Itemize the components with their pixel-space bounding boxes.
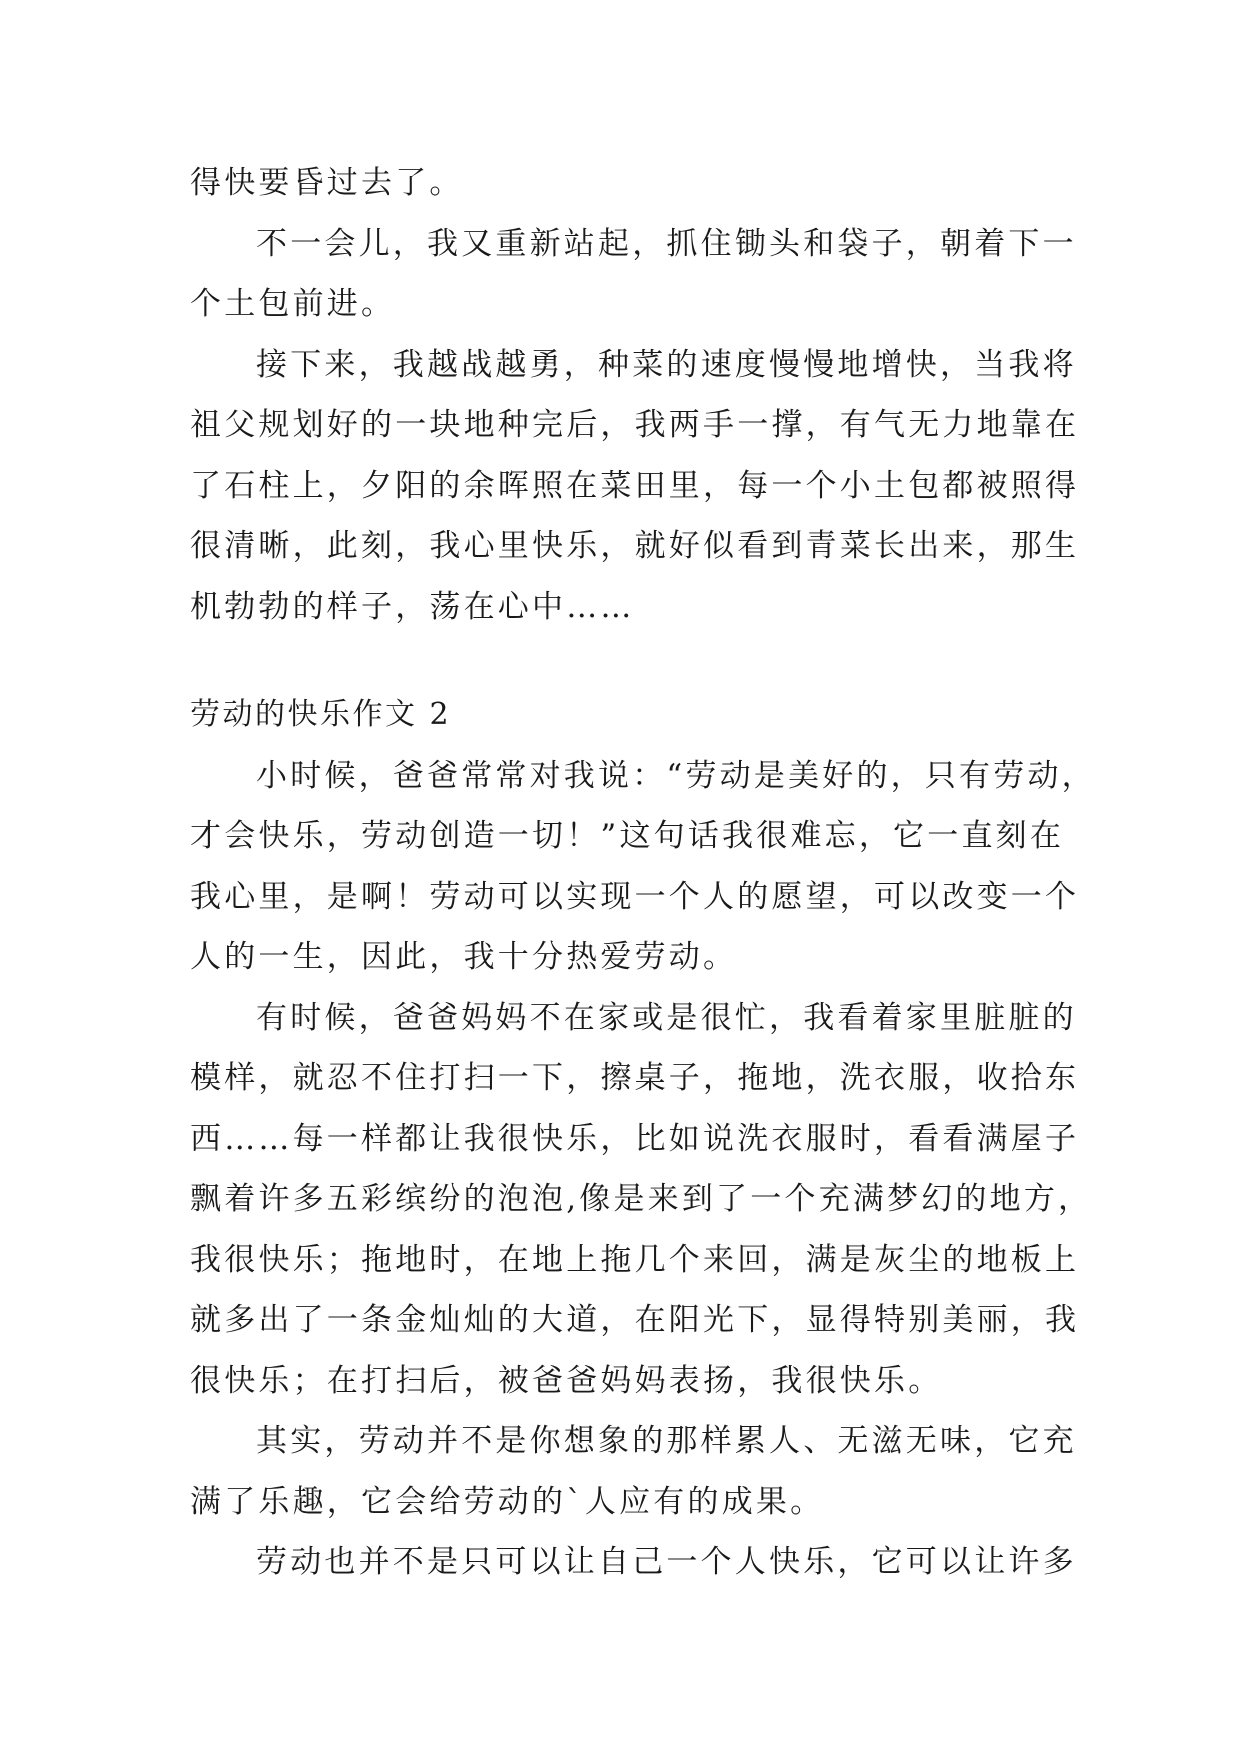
text-line: 很清晰，此刻，我心里快乐，就好似看到青菜长出来，那生 bbox=[190, 528, 1080, 564]
essay-title: 劳动的快乐作文 2 bbox=[190, 697, 452, 732]
paragraph-start-line: 不一会儿，我又重新站起，抓住锄头和袋子，朝着下一 bbox=[256, 225, 1077, 262]
text-line: 飘着许多五彩缤纷的泡泡,像是来到了一个充满梦幻的地方， bbox=[190, 1181, 1093, 1217]
text-line: 得快要昏过去了。 bbox=[190, 165, 464, 201]
paragraph-start-line: 有时候，爸爸妈妈不在家或是很忙，我看着家里脏脏的 bbox=[256, 999, 1077, 1036]
paragraph-start-line: 小时候，爸爸常常对我说：“劳动是美好的，只有劳动， bbox=[256, 757, 1096, 794]
section-gap bbox=[190, 637, 1070, 685]
text-line: 了石柱上，夕阳的余晖照在菜田里，每一个小土包都被照得 bbox=[190, 467, 1080, 504]
text-line: 很快乐；在打扫后，被爸爸妈妈表扬，我很快乐。 bbox=[190, 1362, 943, 1399]
text-line: 西……每一样都让我很快乐，比如说洗衣服时，看看满屋子 bbox=[190, 1120, 1080, 1157]
paragraph-start-line: 劳动也并不是只可以让自己一个人快乐，它可以让许多 bbox=[256, 1544, 1077, 1580]
paragraph-start-line: 其实，劳动并不是你想象的那样累人、无滋无味，它充 bbox=[256, 1423, 1077, 1459]
text-line: 我心里，是啊！劳动可以实现一个人的愿望，可以改变一个 bbox=[190, 878, 1080, 915]
text-line: 就多出了一条金灿灿的大道，在阳光下，显得特别美丽，我 bbox=[190, 1302, 1080, 1338]
text-line: 机勃勃的样子，荡在心中…… bbox=[190, 588, 635, 625]
text-line: 满了乐趣，它会给劳动的`人应有的成果。 bbox=[190, 1483, 825, 1520]
text-line: 我很快乐；拖地时，在地上拖几个来回，满是灰尘的地板上 bbox=[190, 1241, 1080, 1278]
text-line: 人的一生，因此，我十分热爱劳动。 bbox=[190, 939, 738, 975]
text-line: 祖父规划好的一块地种完后，我两手一撑，有气无力地靠在 bbox=[190, 407, 1080, 443]
document-body bbox=[190, 153, 1096, 1593]
text-line: 才会快乐，劳动创造一切！”这句话我很难忘，它一直刻在 bbox=[190, 818, 1065, 854]
text-line: 个土包前进。 bbox=[190, 286, 396, 322]
text-line: 模样，就忍不住打扫一下，擦桌子，拖地，洗衣服，收拾东 bbox=[190, 1060, 1080, 1096]
paragraph-start-line: 接下来，我越战越勇，种菜的速度慢慢地增快，当我将 bbox=[256, 346, 1077, 383]
